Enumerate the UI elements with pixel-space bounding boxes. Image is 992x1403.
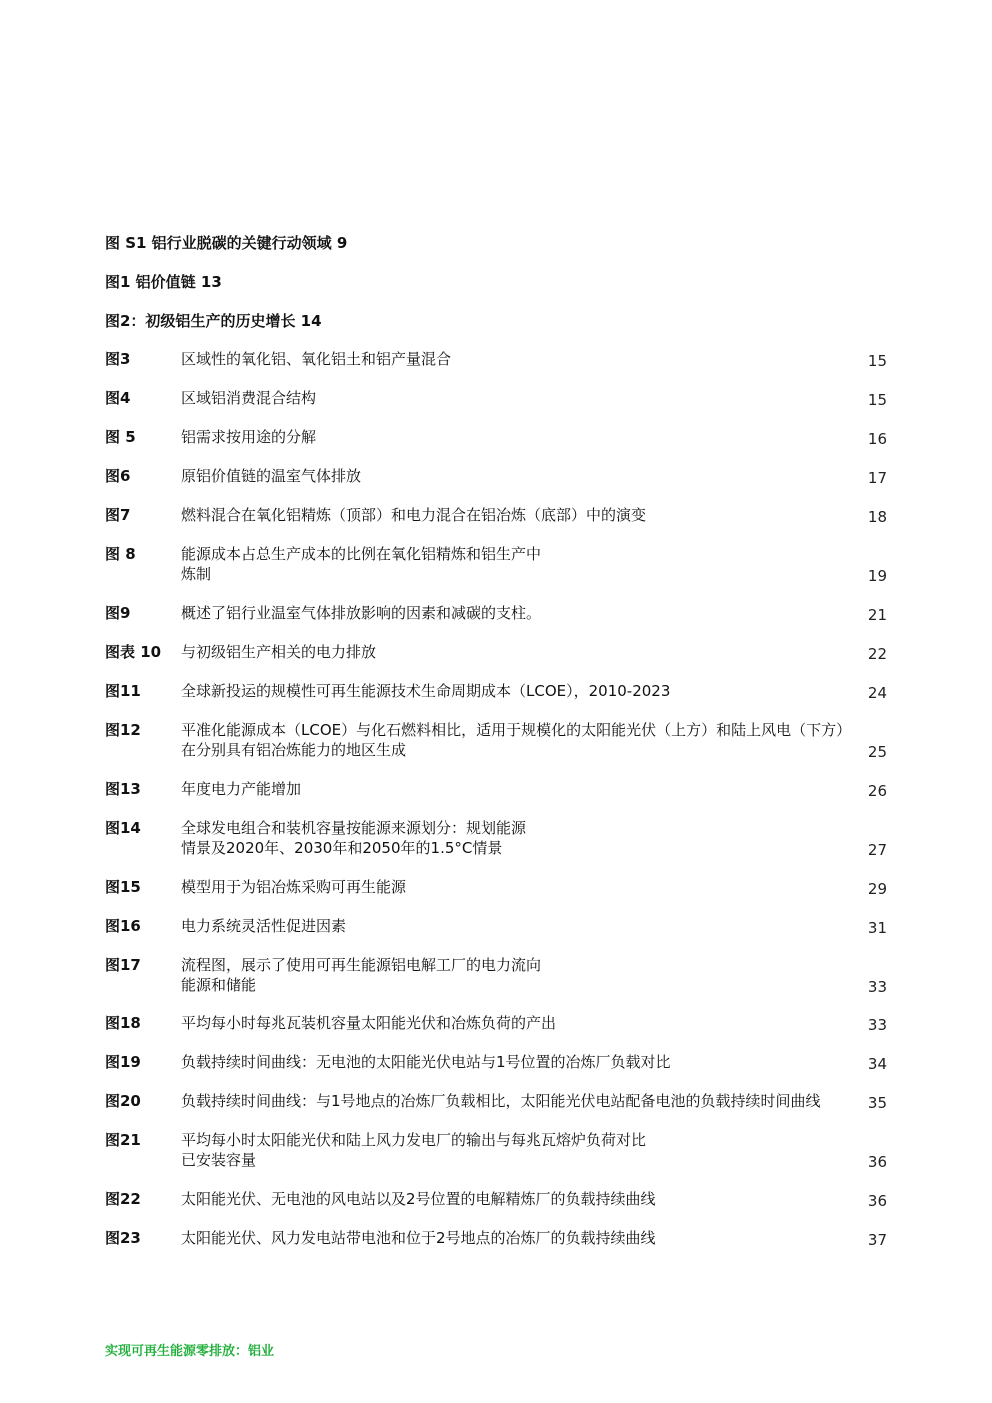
figure-entry xyxy=(105,1189,925,1229)
figure-entry xyxy=(105,544,925,584)
figure-title: 铝需求按用途的分解 xyxy=(181,428,317,446)
figure-label: 图14 xyxy=(105,819,141,837)
figure-page-number: 18 xyxy=(867,508,887,526)
figure-label: 图4 xyxy=(105,389,131,407)
figure-entry xyxy=(105,779,925,819)
figure-label: 图 8 xyxy=(105,545,136,563)
figure-title: 模型用于为铝冶炼采购可再生能源 xyxy=(181,878,407,896)
figure-page-number: 31 xyxy=(867,919,887,937)
figure-entry-2: 图2：初级铝生产的历史增长 14 xyxy=(105,312,322,330)
figure-label: 图18 xyxy=(105,1014,141,1032)
figure-page-number: 16 xyxy=(867,430,887,448)
figure-title: 全球新投运的规模性可再生能源技术生命周期成本（LCOE），2010-2023 xyxy=(181,682,671,700)
figure-title: 负载持续时间曲线：与1号地点的冶炼厂负载相比，太阳能光伏电站配备电池的负载持续时间曲线 xyxy=(181,1092,821,1110)
figure-entry xyxy=(105,1052,925,1092)
figure-label: 图23 xyxy=(105,1229,141,1247)
figure-page-number: 36 xyxy=(867,1192,887,1210)
figure-entry xyxy=(105,818,925,858)
figure-entry xyxy=(105,877,925,917)
figure-label: 图19 xyxy=(105,1053,141,1071)
figure-title: 区域性的氧化铝、氧化铝土和铝产量混合 xyxy=(181,350,452,368)
figure-title: 平均每小时每兆瓦装机容量太阳能光伏和冶炼负荷的产出 xyxy=(181,1014,557,1032)
figure-title: 区域铝消费混合结构 xyxy=(181,389,317,407)
figure-label: 图16 xyxy=(105,917,141,935)
figure-label: 图6 xyxy=(105,467,131,485)
figure-title: 全球发电组合和装机容量按能源来源划分：规划能源 情景及2020年、2030年和2050年的1.5°C情景 xyxy=(181,819,527,857)
figure-entry xyxy=(105,505,925,545)
figure-label: 图7 xyxy=(105,506,131,524)
figure-page-number: 15 xyxy=(867,391,887,409)
figure-label: 图17 xyxy=(105,956,141,974)
figure-page-number: 25 xyxy=(867,743,887,761)
figure-page-number: 24 xyxy=(867,684,887,702)
figure-entry xyxy=(105,720,925,760)
figure-entry xyxy=(105,681,925,721)
figure-page-number: 17 xyxy=(867,469,887,487)
figure-page-number: 36 xyxy=(867,1153,887,1171)
figure-title: 流程图，展示了使用可再生能源铝电解工厂的电力流向 能源和储能 xyxy=(181,956,542,994)
figure-entry xyxy=(105,349,925,389)
figure-entry xyxy=(105,427,925,467)
figure-page-number: 35 xyxy=(867,1094,887,1112)
figure-entry-1: 图1 铝价值链 13 xyxy=(105,273,222,291)
figure-page-number: 33 xyxy=(867,1016,887,1034)
figure-entry xyxy=(105,1228,925,1268)
figure-label: 图20 xyxy=(105,1092,141,1110)
figure-entry xyxy=(105,642,925,682)
figure-label: 图12 xyxy=(105,721,141,739)
figure-page-number: 29 xyxy=(867,880,887,898)
figure-label: 图13 xyxy=(105,780,141,798)
figure-title: 能源成本占总生产成本的比例在氧化铝精炼和铝生产中 炼制 xyxy=(181,545,542,583)
figure-page-number: 37 xyxy=(867,1231,887,1249)
figure-label: 图15 xyxy=(105,878,141,896)
figure-title: 年度电力产能增加 xyxy=(181,780,302,798)
figure-label: 图3 xyxy=(105,350,131,368)
figure-entry xyxy=(105,388,925,428)
figure-page-number: 19 xyxy=(867,567,887,585)
figure-label: 图21 xyxy=(105,1131,141,1149)
document-footer: 实现可再生能源零排放：铝业 xyxy=(105,1344,275,1359)
figure-title: 太阳能光伏、无电池的风电站以及2号位置的电解精炼厂的负载持续曲线 xyxy=(181,1190,656,1208)
figure-title: 燃料混合在氧化铝精炼（顶部）和电力混合在铝冶炼（底部）中的演变 xyxy=(181,506,647,524)
figure-page-number: 15 xyxy=(867,352,887,370)
figure-label: 图 5 xyxy=(105,428,136,446)
figure-entry xyxy=(105,603,925,643)
figure-title: 电力系统灵活性促进因素 xyxy=(181,917,347,935)
figure-title: 原铝价值链的温室气体排放 xyxy=(181,467,362,485)
figure-entry-s1: 图 S1 铝行业脱碳的关键行动领域 9 xyxy=(105,234,348,252)
figure-label: 图11 xyxy=(105,682,141,700)
figure-entry xyxy=(105,1091,925,1131)
figure-page-number: 34 xyxy=(867,1055,887,1073)
figure-title: 平准化能源成本（LCOE）与化石燃料相比，适用于规模化的太阳能光伏（上方）和陆上风电（下方） 在分别具有铝冶炼能力的地区生成 xyxy=(181,721,852,759)
figure-title: 负载持续时间曲线：无电池的太阳能光伏电站与1号位置的冶炼厂负载对比 xyxy=(181,1053,671,1071)
figure-page-number: 27 xyxy=(867,841,887,859)
figure-label: 图表 10 xyxy=(105,643,162,661)
figure-page-number: 22 xyxy=(867,645,887,663)
figure-label: 图9 xyxy=(105,604,131,622)
figure-entry xyxy=(105,466,925,506)
figure-title: 与初级铝生产相关的电力排放 xyxy=(181,643,377,661)
figure-entry xyxy=(105,916,925,956)
figure-title: 平均每小时太阳能光伏和陆上风力发电厂的输出与每兆瓦熔炉负荷对比 已安装容量 xyxy=(181,1131,647,1169)
figure-title: 概述了铝行业温室气体排放影响的因素和减碳的支柱。 xyxy=(181,604,542,622)
figure-entry xyxy=(105,955,925,995)
figure-label: 图22 xyxy=(105,1190,141,1208)
figure-title: 太阳能光伏、风力发电站带电池和位于2号地点的冶炼厂的负载持续曲线 xyxy=(181,1229,656,1247)
figure-page-number: 21 xyxy=(867,606,887,624)
figure-entry xyxy=(105,1130,925,1170)
figure-entry xyxy=(105,1013,925,1053)
figure-page-number: 26 xyxy=(867,782,887,800)
figure-page-number: 33 xyxy=(867,978,887,996)
